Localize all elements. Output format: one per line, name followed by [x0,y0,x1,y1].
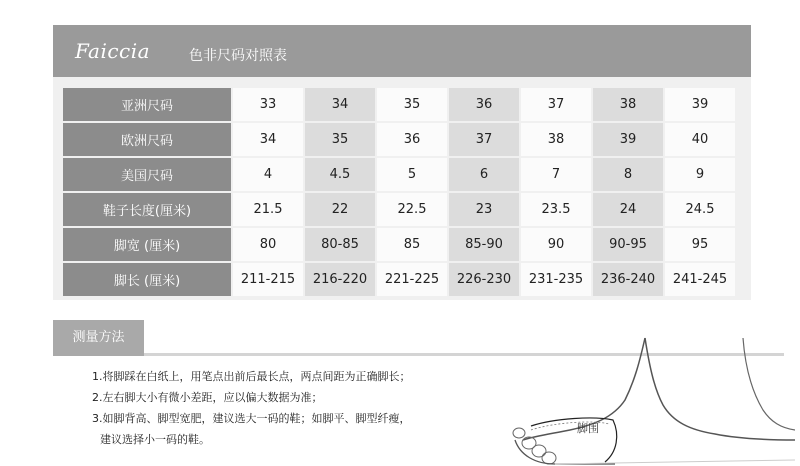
table-cell: 90-95 [593,228,663,261]
table-cell: 211-215 [233,263,303,296]
table-row [63,88,735,121]
table-cell: 40 [665,123,735,156]
row-header: 脚宽 (厘米) [63,228,231,261]
table-cell: 6 [449,158,519,191]
table-cell: 21.5 [233,193,303,226]
table-cell: 36 [377,123,447,156]
table-cell: 36 [449,88,519,121]
table-cell: 24.5 [665,193,735,226]
table-cell: 39 [665,88,735,121]
row-header: 欧洲尺码 [63,123,231,156]
table-cell: 4 [233,158,303,191]
table-cell: 85 [377,228,447,261]
table-cell: 226-230 [449,263,519,296]
size-chart-card [53,25,751,300]
table-cell: 7 [521,158,591,191]
size-chart-header [53,25,751,77]
table-cell: 34 [305,88,375,121]
method-step: 建议选择小一码的鞋。 [100,433,210,446]
method-step: 2.左右脚大小有微小差距，应以偏大数据为准； [92,391,323,404]
table-cell: 34 [233,123,303,156]
table-cell: 231-235 [521,263,591,296]
table-cell: 23 [449,193,519,226]
brand-logo: Faiccia [75,39,151,63]
table-cell: 4.5 [305,158,375,191]
size-chart-title: 色非尺码对照表 [189,48,287,64]
table-cell: 9 [665,158,735,191]
row-header: 脚长 (厘米) [63,263,231,296]
foot-figure-label: 脚围 [577,422,599,435]
table-row [63,123,735,156]
table-cell: 236-240 [593,263,663,296]
method-steps [92,366,411,450]
table-cell: 22.5 [377,193,447,226]
table-row [63,193,735,226]
table-cell: 90 [521,228,591,261]
table-cell: 33 [233,88,303,121]
table-cell: 241-245 [665,263,735,296]
row-header: 鞋子长度(厘米) [63,193,231,226]
table-cell: 221-225 [377,263,447,296]
table-cell: 8 [593,158,663,191]
table-row [63,158,735,191]
table-cell: 38 [593,88,663,121]
table-cell: 216-220 [305,263,375,296]
table-cell: 37 [521,88,591,121]
size-table [61,86,737,298]
table-cell: 37 [449,123,519,156]
table-cell: 38 [521,123,591,156]
row-header: 美国尺码 [63,158,231,191]
row-header: 亚洲尺码 [63,88,231,121]
method-step: 1.将脚踩在白纸上，用笔点出前后最长点，两点间距为正确脚长； [92,370,411,383]
table-cell: 22 [305,193,375,226]
table-cell: 39 [593,123,663,156]
method-heading-tab [53,320,144,356]
table-cell: 95 [665,228,735,261]
method-heading: 测量方法 [72,330,125,345]
table-row [63,228,735,261]
table-cell: 24 [593,193,663,226]
table-cell: 35 [377,88,447,121]
table-row [63,263,735,296]
table-cell: 80 [233,228,303,261]
table-cell: 35 [305,123,375,156]
method-step: 3.如脚背高、脚型宽肥，建议选大一码的鞋；如脚平、脚型纤瘦， [92,412,411,425]
table-cell: 5 [377,158,447,191]
table-cell: 23.5 [521,193,591,226]
foot-illustration [495,330,795,466]
table-cell: 80-85 [305,228,375,261]
table-cell: 85-90 [449,228,519,261]
